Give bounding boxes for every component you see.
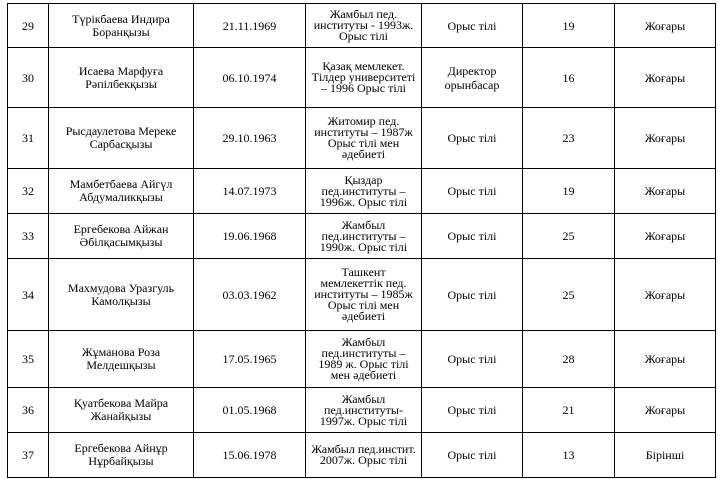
category: Жоғары (615, 259, 716, 331)
row-number: 33 (8, 214, 49, 259)
full-name: Махмудова Уразгуль Камолқызы (49, 259, 194, 331)
full-name: Мамбетбаева Айгүл Абдумаликқызы (49, 169, 194, 214)
full-name: Жұманова Роза Мелдешқызы (49, 331, 194, 388)
row-number: 30 (8, 48, 49, 108)
row-number: 32 (8, 169, 49, 214)
education: Жамбыл пед. институты - 1993ж. Орыс тілі (306, 4, 422, 48)
education: Жамбыл пед.институты- 1997ж. Орыс тілі (306, 388, 422, 433)
education: Ташкент мемлекеттік пед. институты – 1985ж Орыс тілі мен әдебиеті (306, 259, 422, 331)
full-name: Ергебекова Айжан Әбілқасымқызы (49, 214, 194, 259)
row-number: 35 (8, 331, 49, 388)
table-row (8, 108, 716, 169)
category: Жоғары (615, 4, 716, 48)
birth-date: 21.11.1969 (194, 4, 306, 48)
position: Орыс тілі (422, 169, 523, 214)
experience: 21 (523, 388, 615, 433)
full-name: Рысдаулетова Мереке Сарбасқызы (49, 108, 194, 169)
experience: 13 (523, 433, 615, 478)
birth-date: 01.05.1968 (194, 388, 306, 433)
row-number: 36 (8, 388, 49, 433)
staff-table (7, 3, 716, 478)
experience: 28 (523, 331, 615, 388)
experience: 19 (523, 169, 615, 214)
birth-date: 15.06.1978 (194, 433, 306, 478)
category: Жоғары (615, 108, 716, 169)
table-row (8, 433, 716, 478)
category: Жоғары (615, 331, 716, 388)
position: Орыс тілі (422, 214, 523, 259)
full-name: Ергебекова Айнұр Нұрбайқызы (49, 433, 194, 478)
table-row (8, 48, 716, 108)
position: Орыс тілі (422, 331, 523, 388)
education: Жамбыл пед.институты – 1990ж. Орыс тілі (306, 214, 422, 259)
position: Орыс тілі (422, 108, 523, 169)
position: Орыс тілі (422, 388, 523, 433)
row-number: 29 (8, 4, 49, 48)
row-number: 31 (8, 108, 49, 169)
position: Орыс тілі (422, 4, 523, 48)
category: Жоғары (615, 214, 716, 259)
education: Қыздар пед.институты – 1996ж. Орыс тілі (306, 169, 422, 214)
birth-date: 03.03.1962 (194, 259, 306, 331)
table-row (8, 169, 716, 214)
row-number: 37 (8, 433, 49, 478)
experience: 25 (523, 214, 615, 259)
experience: 16 (523, 48, 615, 108)
birth-date: 14.07.1973 (194, 169, 306, 214)
education: Жамбыл пед.институты – 1989 ж. Орыс тілі мен әдебиеті (306, 331, 422, 388)
experience: 23 (523, 108, 615, 169)
birth-date: 29.10.1963 (194, 108, 306, 169)
table-row (8, 4, 716, 48)
full-name: Түрікбаева Индира Боранқызы (49, 4, 194, 48)
education: Житомир пед. институты – 1987ж Орыс тілі мен әдебиеті (306, 108, 422, 169)
category: Жоғары (615, 48, 716, 108)
table-row (8, 259, 716, 331)
table-row (8, 388, 716, 433)
experience: 25 (523, 259, 615, 331)
experience: 19 (523, 4, 615, 48)
position: Директор орынбасар (422, 48, 523, 108)
full-name: Қуатбекова Майра Жанайқызы (49, 388, 194, 433)
table-row (8, 331, 716, 388)
position: Орыс тілі (422, 259, 523, 331)
full-name: Исаева Марфуға Рәпілбекқызы (49, 48, 194, 108)
row-number: 34 (8, 259, 49, 331)
birth-date: 17.05.1965 (194, 331, 306, 388)
table-row (8, 214, 716, 259)
education: Жамбыл пед.инстит. 2007ж. Орыс тілі (306, 433, 422, 478)
category: Жоғары (615, 169, 716, 214)
birth-date: 06.10.1974 (194, 48, 306, 108)
category: Жоғары (615, 388, 716, 433)
category: Бірінші (615, 433, 716, 478)
position: Орыс тілі (422, 433, 523, 478)
education: Қазақ мемлекет. Тілдер университеті – 1996 Орыс тілі (306, 48, 422, 108)
birth-date: 19.06.1968 (194, 214, 306, 259)
